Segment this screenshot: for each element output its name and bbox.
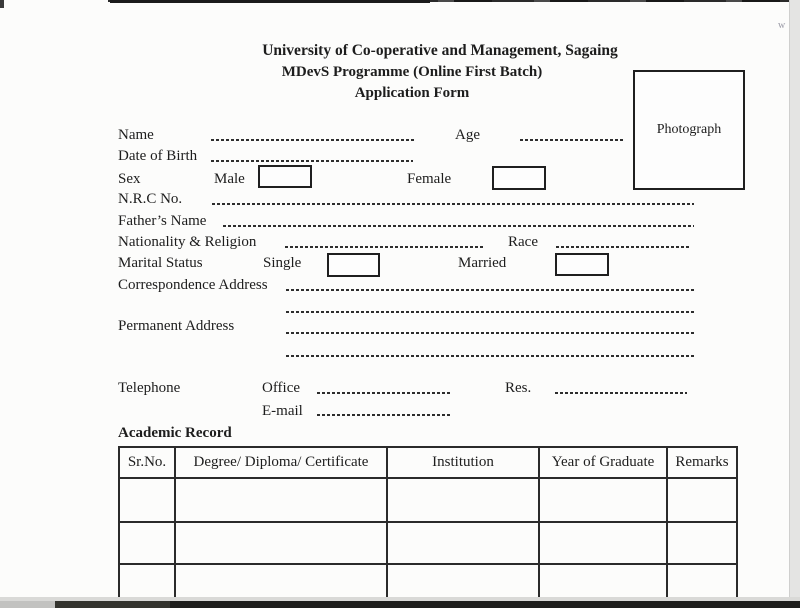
name-fill-line [211,139,414,141]
nrc-label: N.R.C No. [118,191,183,207]
academic-cell [387,522,539,564]
female-label: Female [407,171,452,187]
race-label: Race [508,234,538,250]
nationality-fill-line [285,246,485,248]
email-fill-line [317,414,452,416]
female-checkbox [492,166,546,190]
marital-status-label: Marital Status [118,255,203,271]
academic-cell [539,478,667,522]
dob-label: Date of Birth [118,148,198,164]
name-label: Name [118,127,154,143]
email-label: E-mail [262,403,303,419]
nrc-fill-line [212,203,694,205]
single-label: Single [263,255,302,271]
col-header-year: Year of Graduate [539,447,667,478]
col-header-srno: Sr.No. [119,447,175,478]
academic-header-row [119,447,737,478]
age-label: Age [455,127,480,143]
permanent-fill-line-2 [286,355,695,357]
telephone-label: Telephone [118,380,181,396]
sex-label: Sex [118,171,141,187]
scan-edge-bottom-dark [0,601,800,608]
race-fill-line [556,246,690,248]
scan-edge-corner-mark [0,0,4,8]
academic-cell [119,478,175,522]
permanent-fill-line-1 [286,332,695,334]
col-header-degree: Degree/ Diploma/ Certificate [175,447,387,478]
photograph-box [633,70,745,190]
nationality-religion-label: Nationality & Religion [118,234,257,250]
academic-empty-row [119,522,737,564]
academic-cell [667,478,737,522]
office-label: Office [262,380,301,396]
male-label: Male [214,171,245,187]
father-name-label: Father’s Name [118,213,207,229]
single-checkbox [327,253,380,277]
academic-cell [667,522,737,564]
form-title-university: University of Co-operative and Management, Sagaing [262,42,618,59]
academic-cell [387,478,539,522]
col-header-institution: Institution [387,447,539,478]
age-fill-line [520,139,625,141]
scan-edge-right [789,0,800,608]
academic-empty-row [119,478,737,522]
form-title-programme: MDevS Programme (Online First Batch) [281,64,543,80]
married-label: Married [458,255,507,271]
correspondence-fill-line-1 [286,289,695,291]
academic-cell [175,478,387,522]
academic-cell [175,522,387,564]
col-header-remarks: Remarks [667,447,737,478]
academic-cell [539,522,667,564]
scan-edge-top-dark-segment [110,0,430,3]
permanent-address-label: Permanent Address [118,318,235,334]
res-fill-line [555,392,687,394]
form-title-application: Application Form [354,85,470,101]
photograph-label: Photograph [656,122,722,137]
academic-record-table [118,446,738,608]
academic-record-heading: Academic Record [118,425,232,441]
correspondence-fill-line-2 [286,311,695,313]
res-label: Res. [505,380,532,396]
father-name-fill-line [223,225,694,227]
scan-speck: w [778,20,786,31]
married-checkbox [555,253,609,276]
correspondence-address-label: Correspondence Address [118,277,268,293]
academic-cell [119,522,175,564]
office-fill-line [317,392,452,394]
male-checkbox [258,165,312,188]
dob-fill-line [211,160,413,162]
